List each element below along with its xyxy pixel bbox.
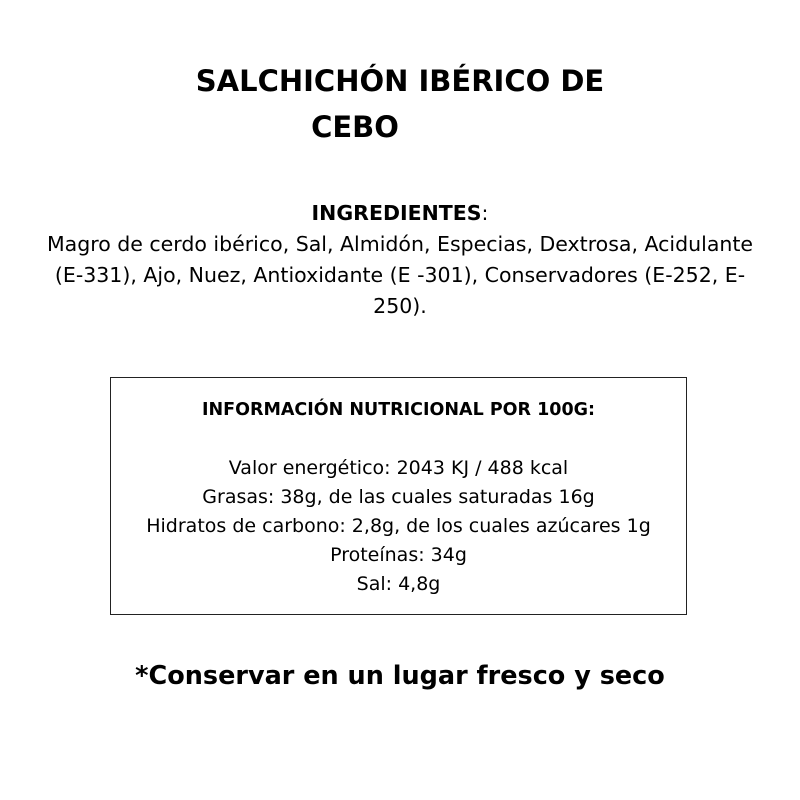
storage-note: *Conservar en un lugar fresco y seco xyxy=(135,661,665,691)
product-title-line2: CEBO xyxy=(311,110,399,144)
nutrition-row-carbohydrates: Hidratos de carbono: 2,8g, de los cuales azúcares 1g xyxy=(146,515,651,537)
product-title-line1: SALCHICHÓN IBÉRICO DE xyxy=(195,64,605,98)
ingredients-label: INGREDIENTES xyxy=(311,201,482,225)
ingredients-list: Magro de cerdo ibérico, Sal, Almidón, Especias, Dextrosa, Acidulante (E-331), Ajo, Nuez, Antioxidante (E -301), Conservadores (E-252, E-250). xyxy=(46,232,754,318)
ingredients-separator: : xyxy=(481,201,489,225)
nutrition-row-protein: Proteínas: 34g xyxy=(330,544,467,566)
nutrition-row-fat: Grasas: 38g, de las cuales saturadas 16g xyxy=(202,486,595,508)
product-title xyxy=(150,58,650,150)
nutrition-rows xyxy=(111,454,686,599)
nutrition-heading: INFORMACIÓN NUTRICIONAL POR 100G: xyxy=(202,400,595,420)
nutrition-info-box xyxy=(110,377,687,615)
nutrition-row-salt: Sal: 4,8g xyxy=(356,573,441,595)
nutrition-row-energy: Valor energético: 2043 KJ / 488 kcal xyxy=(228,457,569,479)
ingredients-section xyxy=(30,198,770,322)
